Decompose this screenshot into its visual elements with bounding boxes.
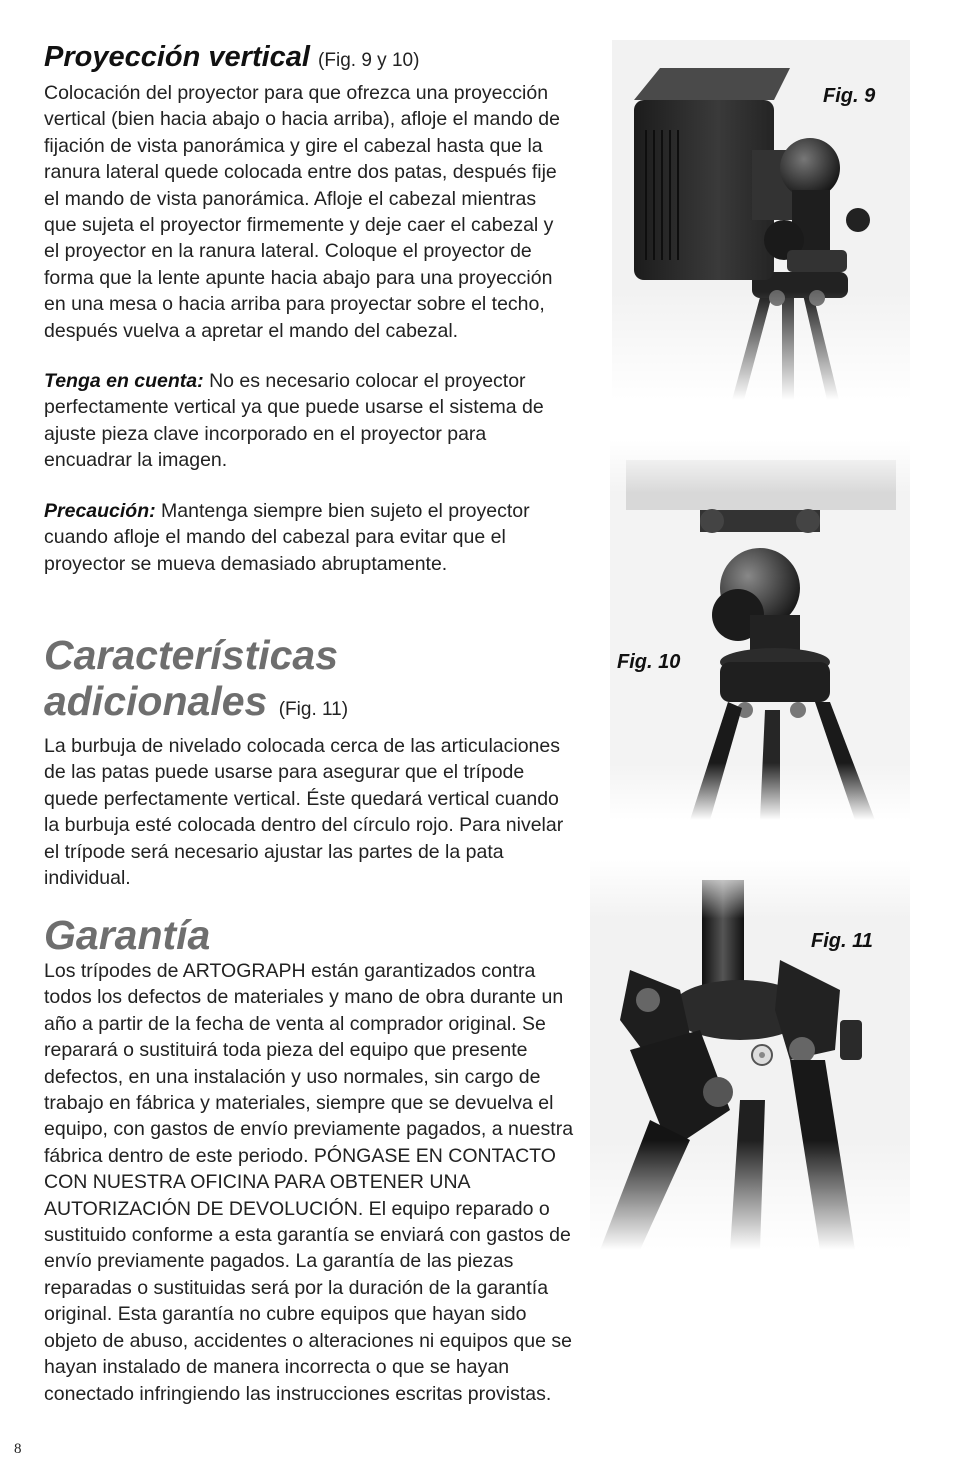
note-label: Tenga en cuenta: [44, 370, 204, 393]
note-text: No es necesario colocar el proyector perfectamente vertical ya que puede usarse el sistema de ajuste pieza clave incorporado en el proyector para encuadrar la imagen. [44, 370, 544, 472]
note-paragraph [44, 368, 574, 474]
fig9-caption: Fig. 9 [823, 85, 876, 107]
caution-label: Precaución: [44, 499, 156, 522]
section-title-line1: Características [44, 632, 339, 678]
page-number: 8 [14, 1441, 22, 1457]
figure-reference: (Fig. 9 y 10) [318, 50, 420, 71]
section-title: Garantía [44, 912, 211, 958]
section-title-line2: adicionales [44, 678, 268, 724]
section-body: Los trípodes de ARTOGRAPH están garantizados contra todos los defectos de materiales y mano de obra durante un año a partir de la fecha de venta al comprador original. Se reparará o sustituirá toda pieza del equipo que presente defectos, en una instalación y uso normales, sin cargo de trabajo en fábrica y materiales, siempre que se devuelva el equipo, con gastos de envío previamente pagados, a nuestra fábrica dentro de este periodo. PÓNGASE EN CONTACTO CON NUESTRA OFICINA PARA OBTENER UNA AUTORIZACIÓN DE DEVOLUCIÓN. El equipo reparado o sustituido conforme a esta garantía se enviará con gastos de envío previamente pagados. La garantía de las piezas reparadas o sustituidas será por la duración de la garantía original. Esta garantía no cubre equipos que hayan sido objeto de abuso, accidentes o alteraciones ni equipos que se hayan instalado de manera incorrecta o que se hayan conectado infringiendo las instrucciones escritas provistas. [44, 960, 574, 1405]
section-additional-features [44, 632, 574, 891]
section-body: La burbuja de nivelado colocada cerca de las articulaciones de las patas puede usarse para asegurar que el trípode quede perfectamente vertical. Éste quedará vertical cuando la burbuja esté colocada dentro del círculo rojo. Para nivelar el trípode será necesario ajustar las partes de la pata individual. [44, 735, 564, 890]
fig10-caption: Fig. 10 [617, 651, 681, 673]
section-vertical-projection [44, 40, 574, 577]
section-title-text: Proyección vertical [44, 41, 310, 73]
section-title [44, 632, 574, 733]
fig10-photo [610, 440, 910, 820]
caution-text: Mantenga siempre bien sujeto el proyector cuando afloje el mando del cabezal para evitar que el proyector se mueva demasiado abruptamente. [44, 499, 530, 575]
section-title [44, 40, 574, 78]
fig11-caption: Fig. 11 [811, 930, 873, 952]
fig11-photo [590, 860, 910, 1250]
caution-paragraph [44, 498, 574, 577]
figure-reference: (Fig. 11) [278, 699, 349, 720]
section-warranty [44, 912, 574, 1407]
section-body: Colocación del proyector para que ofrezca una proyección vertical (bien hacia abajo o hacia arriba), afloje el mando de fijación de vista panorámica y gire el cabezal hasta que la ranura lateral quede colocada entre dos patas, después fije el mando de vista panorámica. Afloje el cabezal mientras que sujeta el proyector firmemente y deje caer el cabezal y el proyector en la ranura lateral. Coloque el proyector de forma que la lente apunte hacia abajo para una proyección en una mesa o hacia arriba para proyectar sobre el techo, después vuelva a apretar el mando del cabezal. [44, 82, 560, 342]
